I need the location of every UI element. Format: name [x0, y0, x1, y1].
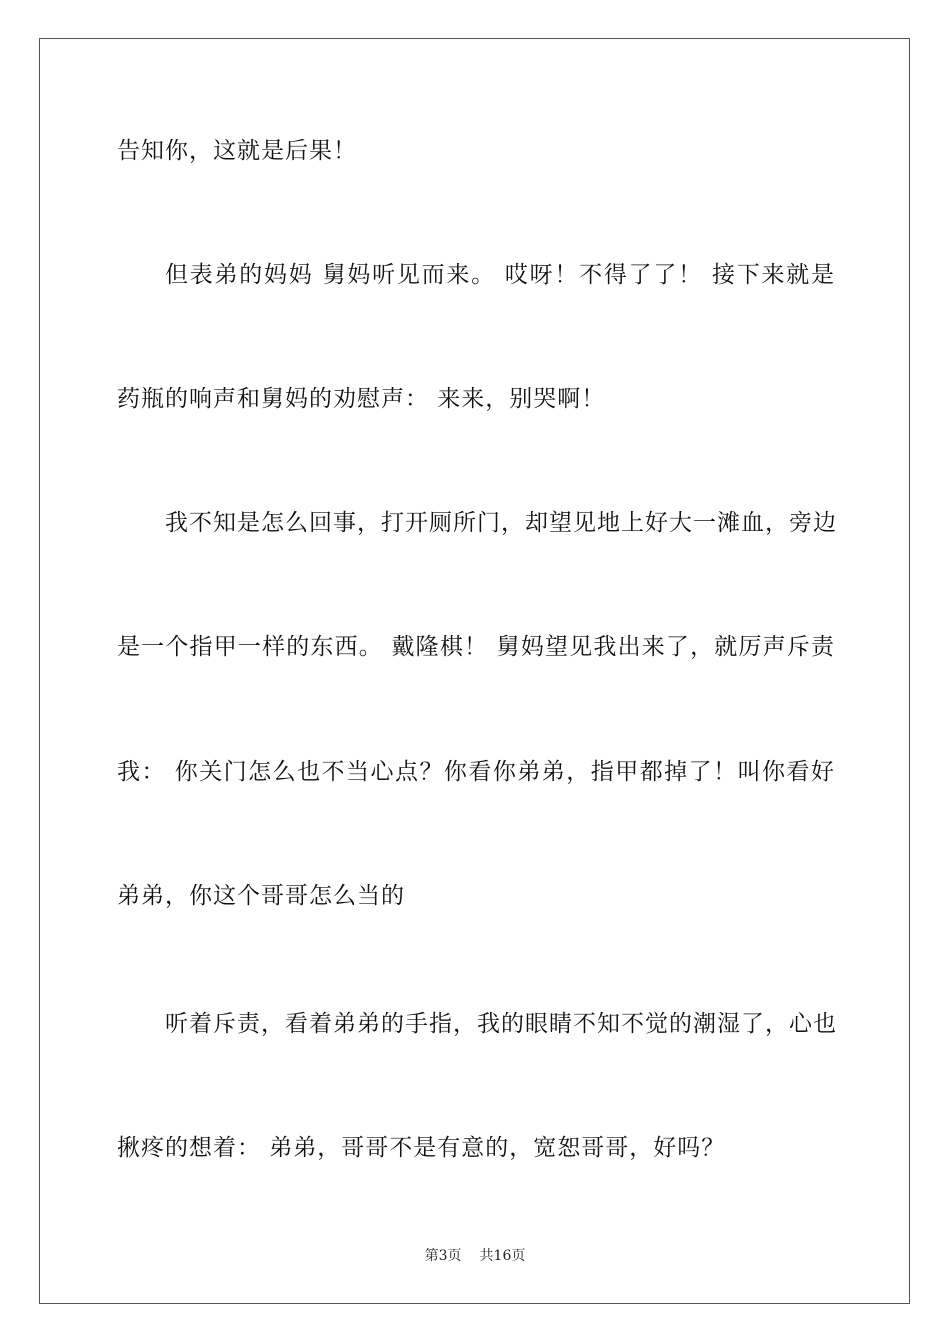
page-number: 第3页 — [424, 1248, 462, 1264]
text-line-1: 告知你，这就是后果！ — [117, 138, 357, 164]
page-border — [39, 38, 910, 1304]
text-line-9: 揪疼的想着： 弟弟，哥哥不是有意的，宽恕哥哥，好吗？ — [117, 1135, 726, 1161]
text-line-5: 是一个指甲一样的东西。 戴隆棋！ 舅妈望见我出来了，就厉声斥责 — [117, 634, 835, 660]
page-total: 共16页 — [479, 1248, 526, 1264]
text-line-6: 我： 你关门怎么也不当心点？你看你弟弟，指甲都掉了！叫你看好 — [117, 759, 835, 785]
text-line-8: 听着斥责，看着弟弟的手指，我的眼睛不知不觉的潮湿了，心也 — [165, 1011, 837, 1037]
text-line-4: 我不知是怎么回事，打开厕所门，却望见地上好大一滩血，旁边 — [165, 510, 837, 536]
text-line-3: 药瓶的响声和舅妈的劝慰声： 来来，别哭啊！ — [117, 386, 606, 412]
text-line-7: 弟弟，你这个哥哥怎么当的 — [117, 883, 405, 909]
text-line-2: 但表弟的妈妈 舅妈听见而来。 哎呀！不得了了！ 接下来就是 — [165, 262, 835, 288]
page-footer — [0, 1246, 950, 1266]
